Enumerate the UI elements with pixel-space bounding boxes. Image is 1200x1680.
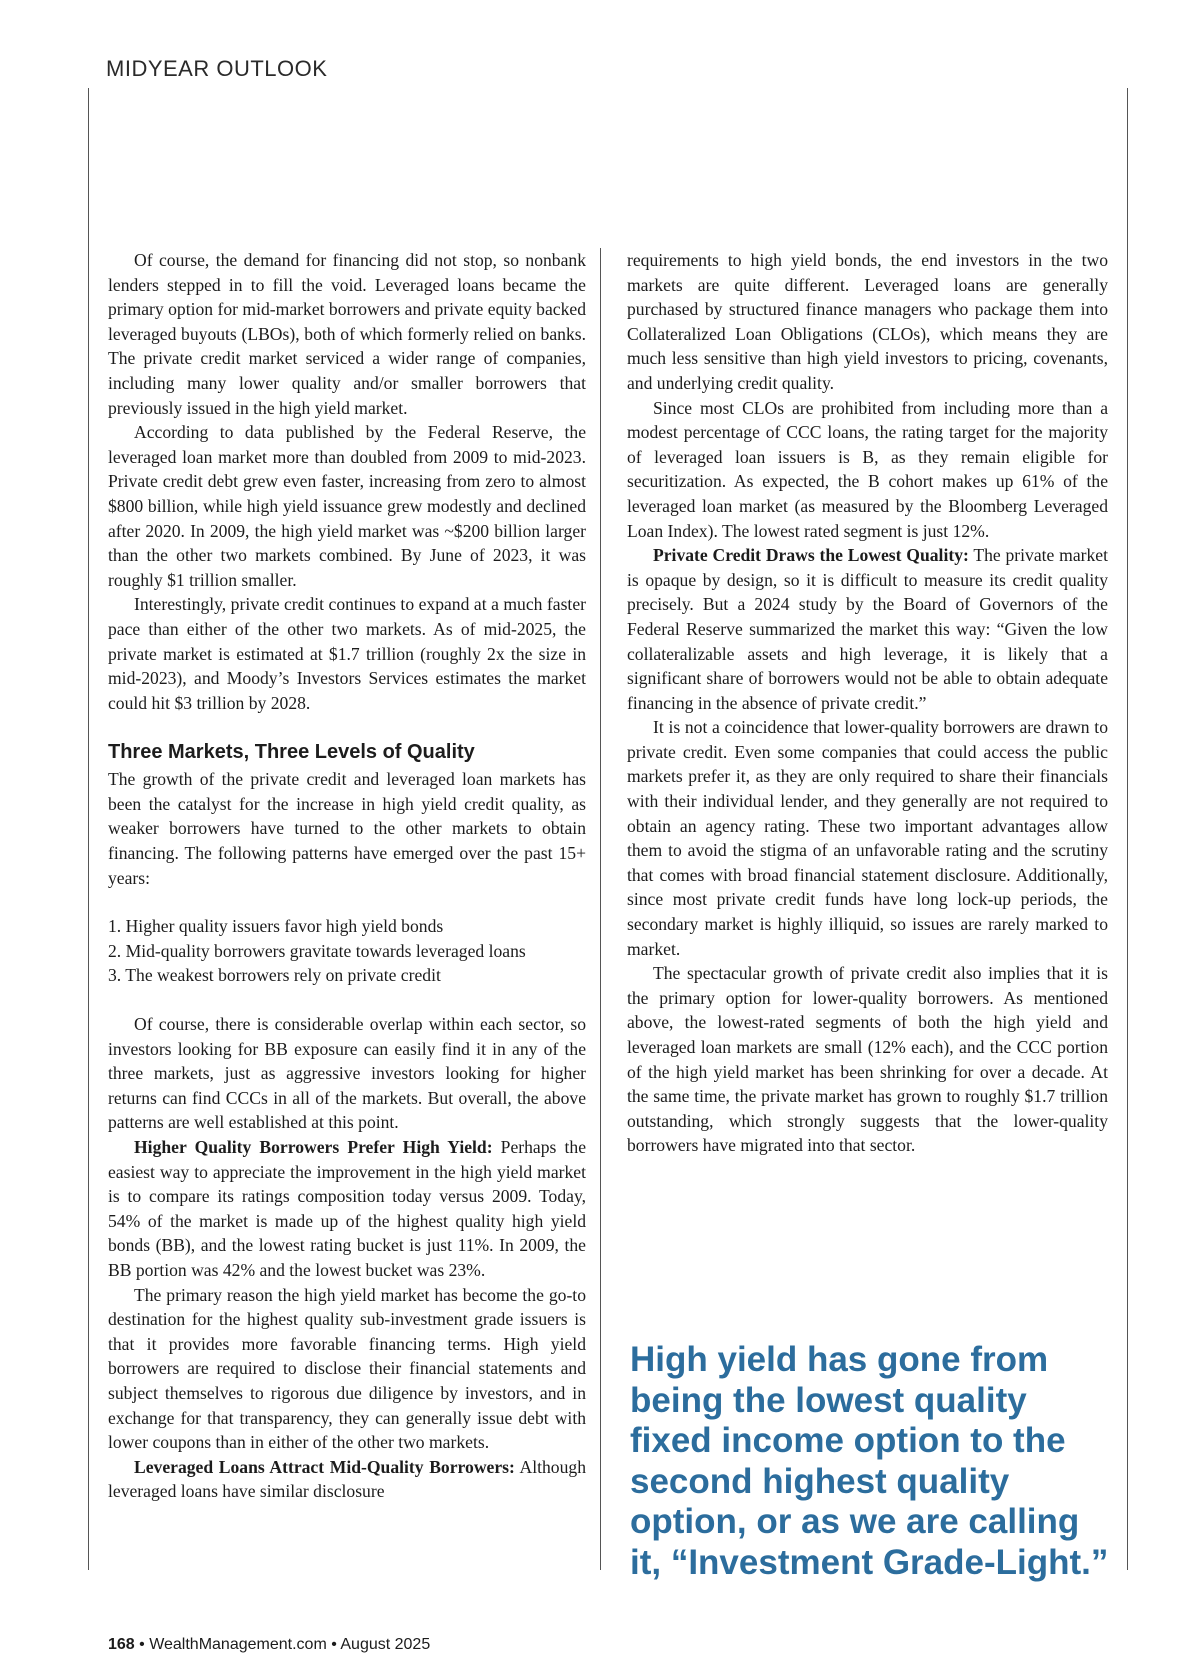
paragraph: The growth of the private credit and leveraged loan markets has been the catalyst for the increase in high yield credit quality, as weaker borrowers have turned to the other markets to obtain financing. The following patterns have emerged over the past 15+ years: [108,769,586,888]
run-in-heading: Private Credit Draws the Lowest Quality: [653,545,969,566]
list-item: 2. Mid-quality borrowers gravitate towards leveraged loans [108,940,526,961]
paragraph: The primary reason the high yield market has become the go-to destination for the highest quality sub-investment grade issuers is that it provides more favorable financing terms. High yield borrowers are required to disclose their financial statements and subject themselves to rigorous due diligence by investors, and in exchange for that transparency, they can generally issue debt with lower coupons than in either of the other two markets. [108,1284,586,1453]
paragraph: The spectacular growth of private credit also implies that it is the primary option for lower-quality borrowers. As mentioned above, the lowest-rated segments of both the high yield and leveraged loan markets are small (12% each), and the CCC portion of the high yield market has been shrinking for over a decade. At the same time, the private market has grown to roughly $1.7 trillion outstanding, which strongly suggests that the lower-quality borrowers have migrated into that sector. [627,963,1108,1156]
left-column [108,248,586,1504]
paragraph: Since most CLOs are prohibited from including more than a modest percentage of CCC loans, the rating target for the majority of leveraged loan issuers is B, as they remain eligible for securitization. As expected, the B cohort makes up 61% of the leveraged loan market (as measured by the Bloomberg Leveraged Loan Index). The lowest rated segment is just 12%. [627,397,1108,541]
paragraph: Of course, there is considerable overlap within each sector, so investors looking for BB exposure can easily find it in any of the three markets, just as aggressive investors looking for higher returns can find CCCs in all of the markets. But overall, the above patterns are well established at this point. [108,1014,586,1133]
page-number: 168 [108,1636,135,1653]
subheading: Three Markets, Three Levels of Quality [108,741,475,764]
page-footer [108,1636,430,1654]
paragraph-text: Although leveraged loans have similar disclosure [108,1456,586,1502]
pull-quote: High yield has gone from being the lowest quality fixed income option to the second highest quality option, or as we are calling it, “Investment Grade-Light.” [630,1340,1109,1582]
right-column [627,248,1108,1158]
paragraph: Of course, the demand for financing did not stop, so nonbank lenders stepped in to fill the void. Leveraged loans became the primary option for mid-market borrowers and private equity backed leveraged buyouts (LBOs), both of which formerly relied on banks. The private credit market serviced a wider range of companies, including many lower quality and/or smaller borrowers that previously issued in the high yield market. [108,250,586,418]
paragraph-text: Perhaps the easiest way to appreciate the improvement in the high yield market is to compare its ratings composition today versus 2009. Today, 54% of the market is made up of the highest quality high yield bonds (BB), and the lowest rating bucket is just 11%. In 2009, the BB portion was 42% and the lowest bucket was 23%. [108,1137,587,1280]
footer-source: • WealthManagement.com • August 2025 [134,1636,431,1653]
paragraph: requirements to high yield bonds, the end investors in the two markets are quite different. Leveraged loans are generally purchased by structured finance managers who package them into Collateralized Loan Obligations (CLOs), which means they are much less sensitive than high yield investors to pricing, covenants, and underlying credit quality. [627,250,1108,393]
list-item: 3. The weakest borrowers rely on private credit [108,965,441,986]
paragraph-text: The private market is opaque by design, so it is difficult to measure its credit quality precisely. But a 2024 study by the Board of Governors of the Federal Reserve summarized the market this way: “Given the low collateralizable assets and high leverage, it is likely that a significant share of borrowers would not be able to obtain adequate financing in the absence of private credit.” [627,545,1108,713]
section-label: MIDYEAR OUTLOOK [106,56,328,81]
run-in-heading: Higher Quality Borrowers Prefer High Yield: [134,1137,493,1157]
run-in-heading: Leveraged Loans Attract Mid-Quality Borrowers: [134,1456,515,1477]
paragraph: According to data published by the Federal Reserve, the leveraged loan market more than doubled from 2009 to mid-2023. Private credit debt grew even faster, increasing from zero to almost $800 billion, while high yield issuance grew modestly and declined after 2020. In 2009, the high yield market was ~$200 billion larger than the other two markets combined. By June of 2023, it was roughly $1 trillion smaller. [108,422,586,590]
paragraph: Interestingly, private credit continues to expand at a much faster pace than either of the other two markets. As of mid-2025, the private market is estimated at $1.7 trillion (roughly 2x the size in mid-2023), and Moody’s Investors Services estimates the market could hit $3 trillion by 2028. [108,594,586,713]
paragraph [108,1455,586,1504]
paragraph [627,543,1108,715]
left-rule [88,88,89,1570]
numbered-list [108,914,586,988]
paragraph: It is not a coincidence that lower-quality borrowers are drawn to private credit. Even some companies that could access the public markets prefer it, as they are only required to share their financials with their individual lender, and they generally are not required to obtain an agency rating. These two important advantages allow them to avoid the stigma of an unfavorable rating and the scrutiny that comes with broad financial statement disclosure. Additionally, since most private credit funds have long lock-up periods, the secondary market is highly illiquid, so issues are rarely marked to market. [627,717,1108,959]
right-rule [1127,88,1128,1570]
list-item: 1. Higher quality issuers favor high yield bonds [108,916,444,937]
column-divider [600,248,601,1570]
paragraph [108,1135,586,1283]
